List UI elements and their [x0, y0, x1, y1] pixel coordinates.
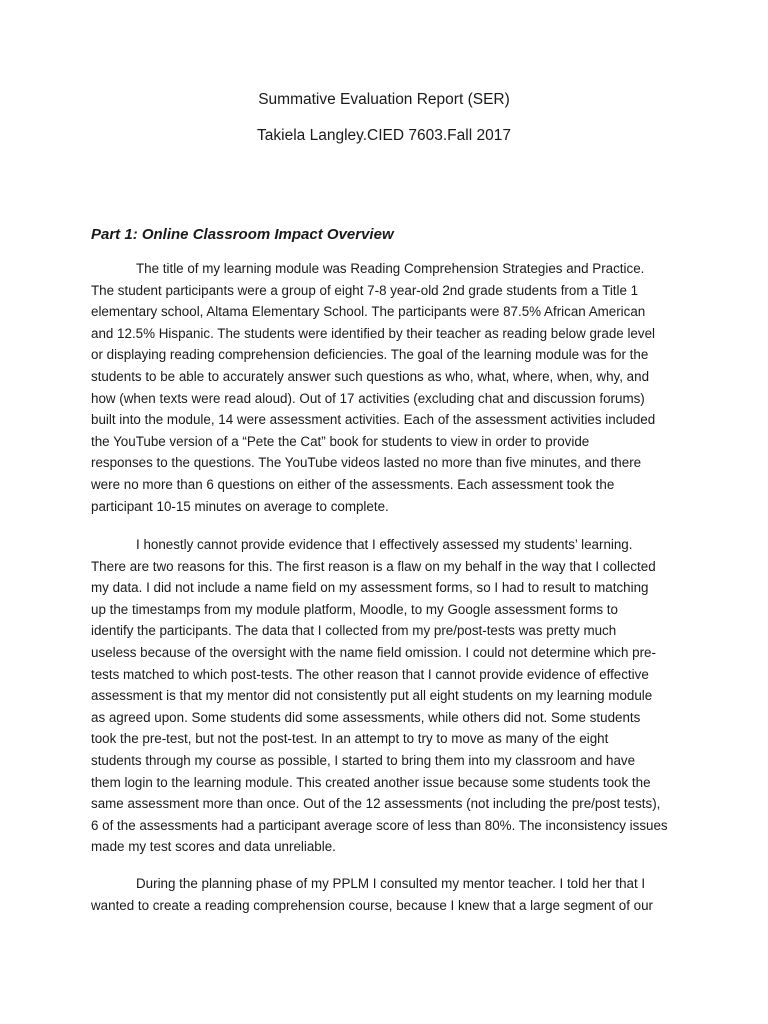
paragraph-line: built into the module, 14 were assessment activities. Each of the assessment activities included	[91, 412, 656, 428]
paragraph-line: students through my course as possible, I started to bring them into my classroom and have	[91, 752, 636, 768]
paragraph-line: same assessment more than once. Out of the 12 assessments (not including the pre/post tests),	[91, 796, 661, 812]
paragraph-line: them login to the learning module. This created another issue because some students took the	[91, 774, 651, 790]
paragraph-line: students to be able to accurately answer such questions as who, what, where, when, why, and	[91, 368, 650, 384]
report-title: Summative Evaluation Report (SER)	[258, 91, 510, 108]
paragraph-line: The title of my learning module was Reading Comprehension Strategies and Practice.	[136, 261, 645, 276]
author-course-line: Takiela Langley.CIED 7603.Fall 2017	[257, 127, 511, 144]
paragraph-line: my data. I did not include a name field on my assessment forms, so I had to result to matching	[91, 580, 649, 596]
paragraph-line: up the timestamps from my module platform, Moodle, to my Google assessment forms to	[91, 601, 618, 617]
paragraph-line: how (when texts were read aloud). Out of 17 activities (excluding chat and discussion forums)	[91, 390, 645, 406]
section-heading: Part 1: Online Classroom Impact Overview	[91, 226, 394, 243]
paragraph-line: useless because of the oversight with the name field omission. I could not determine which pre-	[91, 644, 656, 660]
paragraph-line: were no more than 6 questions on either of the assessments. Each assessment took the	[91, 476, 615, 492]
paragraph-line: wanted to create a reading comprehension course, because I knew that a large segment of our	[91, 897, 654, 913]
paragraph-line: took the pre-test, but not the post-test. In an attempt to try to move as many of the eight	[91, 731, 609, 747]
paragraph-line: elementary school, Altama Elementary School. The participants were 87.5% African American	[91, 304, 646, 320]
paragraph-line: responses to the questions. The YouTube videos lasted no more than five minutes, and there	[91, 455, 642, 471]
paragraph-1	[91, 258, 685, 517]
paragraph-line: participant 10-15 minutes on average to complete.	[91, 498, 389, 514]
paragraph-line: made my test scores and data unreliable.	[91, 839, 336, 855]
paragraph-3	[91, 873, 685, 916]
paragraph-line: 6 of the assessments had a participant average score of less than 80%. The inconsistency issues	[91, 817, 668, 833]
paragraph-line: During the planning phase of my PPLM I consulted my mentor teacher. I told her that I	[136, 876, 646, 891]
paragraph-line: tests matched to which post-tests. The other reason that I cannot provide evidence of effective	[91, 666, 649, 682]
paragraph-line: The student participants were a group of eight 7-8 year-old 2nd grade students from a Title 1	[91, 282, 639, 298]
paragraph-2	[91, 534, 685, 858]
paragraph-line: identify the participants. The data that I collected from my pre/post-tests was pretty much	[91, 623, 617, 639]
paragraph-line: I honestly cannot provide evidence that I effectively assessed my students’ learning.	[136, 537, 633, 552]
paragraph-line: and 12.5% Hispanic. The students were identified by their teacher as reading below grade level	[91, 325, 655, 341]
paragraph-line: There are two reasons for this. The first reason is a flaw on my behalf in the way that I collected	[91, 558, 656, 574]
paragraph-line: the YouTube version of a “Pete the Cat” book for students to view in order to provide	[91, 433, 590, 449]
paragraph-line: as agreed upon. Some students did some assessments, while others did not. Some students	[91, 709, 641, 725]
paragraph-line: or displaying reading comprehension deficiencies. The goal of the learning module was for the	[91, 347, 649, 363]
paragraph-line: assessment is that my mentor did not consistently put all eight students on my learning module	[91, 688, 653, 704]
